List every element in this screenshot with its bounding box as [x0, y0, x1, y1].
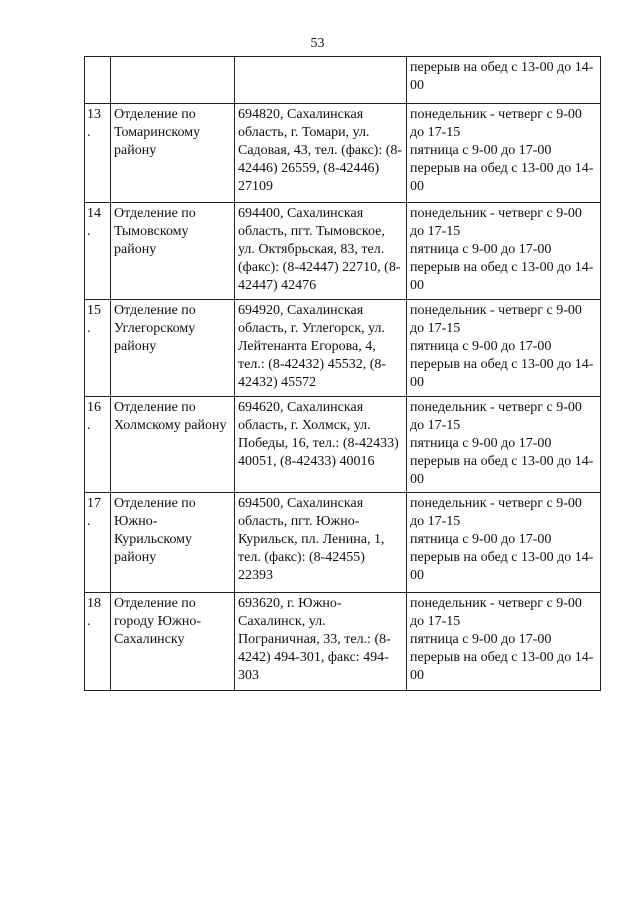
address-cell [235, 397, 407, 493]
lunch-hours: перерыв на обед с 13-00 до 14-00 [410, 454, 594, 487]
friday-hours: пятница с 9-00 до 17-00 [410, 436, 552, 451]
hours-cell [407, 593, 601, 691]
row-number: 18 [87, 596, 101, 611]
address-cell [235, 203, 407, 300]
page-number: 53 [310, 36, 325, 51]
row-number: 13 [87, 107, 101, 122]
lunch-hours: перерыв на обед с 13-00 до 14-00 [410, 357, 594, 390]
table-row [85, 397, 601, 493]
hours-cell [407, 104, 601, 203]
office-address: 694400, Сахалинская область, пгт. Тымовское, ул. Октябрьская, 83, тел. (факс): (8-42447) 22710, (8-42447) 42476 [238, 206, 401, 293]
table-row [85, 593, 601, 691]
office-address: 694620, Сахалинская область, г. Холмск, ул. Победы, 16, тел.: (8-42433) 40051, (8-42433) 40016 [238, 400, 399, 469]
table-row [85, 300, 601, 397]
hours-cell [407, 57, 601, 104]
office-name: Отделение по городу Южно-Сахалинску [114, 596, 202, 647]
number-cell [85, 57, 111, 104]
weekday-hours: понедельник - четверг с 9-00 до 17-15 [410, 303, 582, 336]
office-address: 694500, Сахалинская область, пгт. Южно-Курильск, пл. Ленина, 1, тел. (факс): (8-42455) 22393 [238, 496, 385, 583]
office-address: 693620, г. Южно-Сахалинск, ул. Пограничная, 33, тел.: (8-4242) 494-301, факс: 494-303 [238, 596, 391, 683]
office-name-cell [111, 593, 235, 691]
row-number-dot: . [87, 321, 91, 336]
hours-cell [407, 493, 601, 593]
hours-cell [407, 397, 601, 493]
table-row-continuation [85, 57, 601, 104]
friday-hours: пятница с 9-00 до 17-00 [410, 532, 552, 547]
office-name-cell [111, 300, 235, 397]
office-name: Отделение по Углегорскому району [114, 303, 196, 354]
office-name: Отделение по Южно-Курильскому району [114, 496, 196, 565]
address-cell [235, 593, 407, 691]
row-number: 16 [87, 400, 101, 415]
office-name-cell [111, 493, 235, 593]
hours-cell [407, 203, 601, 300]
lunch-hours: перерыв на обед с 13-00 до 14-00 [410, 161, 594, 194]
office-name: Отделение по Тымовскому району [114, 206, 196, 257]
weekday-hours: понедельник - четверг с 9-00 до 17-15 [410, 206, 582, 239]
table-row [85, 203, 601, 300]
number-cell [85, 493, 111, 593]
address-cell [235, 300, 407, 397]
office-name: Отделение по Томаринскому району [114, 107, 201, 158]
row-number-dot: . [87, 125, 91, 140]
friday-hours: пятница с 9-00 до 17-00 [410, 339, 552, 354]
lunch-hours: перерыв на обед с 13-00 до 14-00 [410, 60, 594, 93]
row-number-dot: . [87, 514, 91, 529]
friday-hours: пятница с 9-00 до 17-00 [410, 143, 552, 158]
row-number: 14 [87, 206, 101, 221]
office-name-cell [111, 57, 235, 104]
office-name: Отделение по Холмскому району [114, 400, 227, 433]
weekday-hours: понедельник - четверг с 9-00 до 17-15 [410, 496, 582, 529]
address-cell [235, 493, 407, 593]
address-cell [235, 104, 407, 203]
row-number-dot: . [87, 224, 91, 239]
row-number: 15 [87, 303, 101, 318]
table-row [85, 493, 601, 593]
lunch-hours: перерыв на обед с 13-00 до 14-00 [410, 550, 594, 583]
office-name-cell [111, 397, 235, 493]
number-cell [85, 104, 111, 203]
address-cell [235, 57, 407, 104]
weekday-hours: понедельник - четверг с 9-00 до 17-15 [410, 596, 582, 629]
weekday-hours: понедельник - четверг с 9-00 до 17-15 [410, 400, 582, 433]
lunch-hours: перерыв на обед с 13-00 до 14-00 [410, 260, 594, 293]
number-cell [85, 203, 111, 300]
office-address: 694920, Сахалинская область, г. Углегорск, ул. Лейтенанта Егорова, 4, тел.: (8-42432) 45532, (8-42432) 45572 [238, 303, 387, 390]
row-number-dot: . [87, 418, 91, 433]
weekday-hours: понедельник - четверг с 9-00 до 17-15 [410, 107, 582, 140]
row-number-dot: . [87, 614, 91, 629]
table-row [85, 104, 601, 203]
row-number: 17 [87, 496, 101, 511]
offices-table [84, 56, 601, 691]
friday-hours: пятница с 9-00 до 17-00 [410, 242, 552, 257]
hours-cell [407, 300, 601, 397]
number-cell [85, 300, 111, 397]
number-cell [85, 397, 111, 493]
office-name-cell [111, 203, 235, 300]
friday-hours: пятница с 9-00 до 17-00 [410, 632, 552, 647]
office-name-cell [111, 104, 235, 203]
office-address: 694820, Сахалинская область, г. Томари, ул. Садовая, 43, тел. (факс): (8-42446) 26559, (8-42446) 27109 [238, 107, 403, 194]
lunch-hours: перерыв на обед с 13-00 до 14-00 [410, 650, 594, 683]
number-cell [85, 593, 111, 691]
